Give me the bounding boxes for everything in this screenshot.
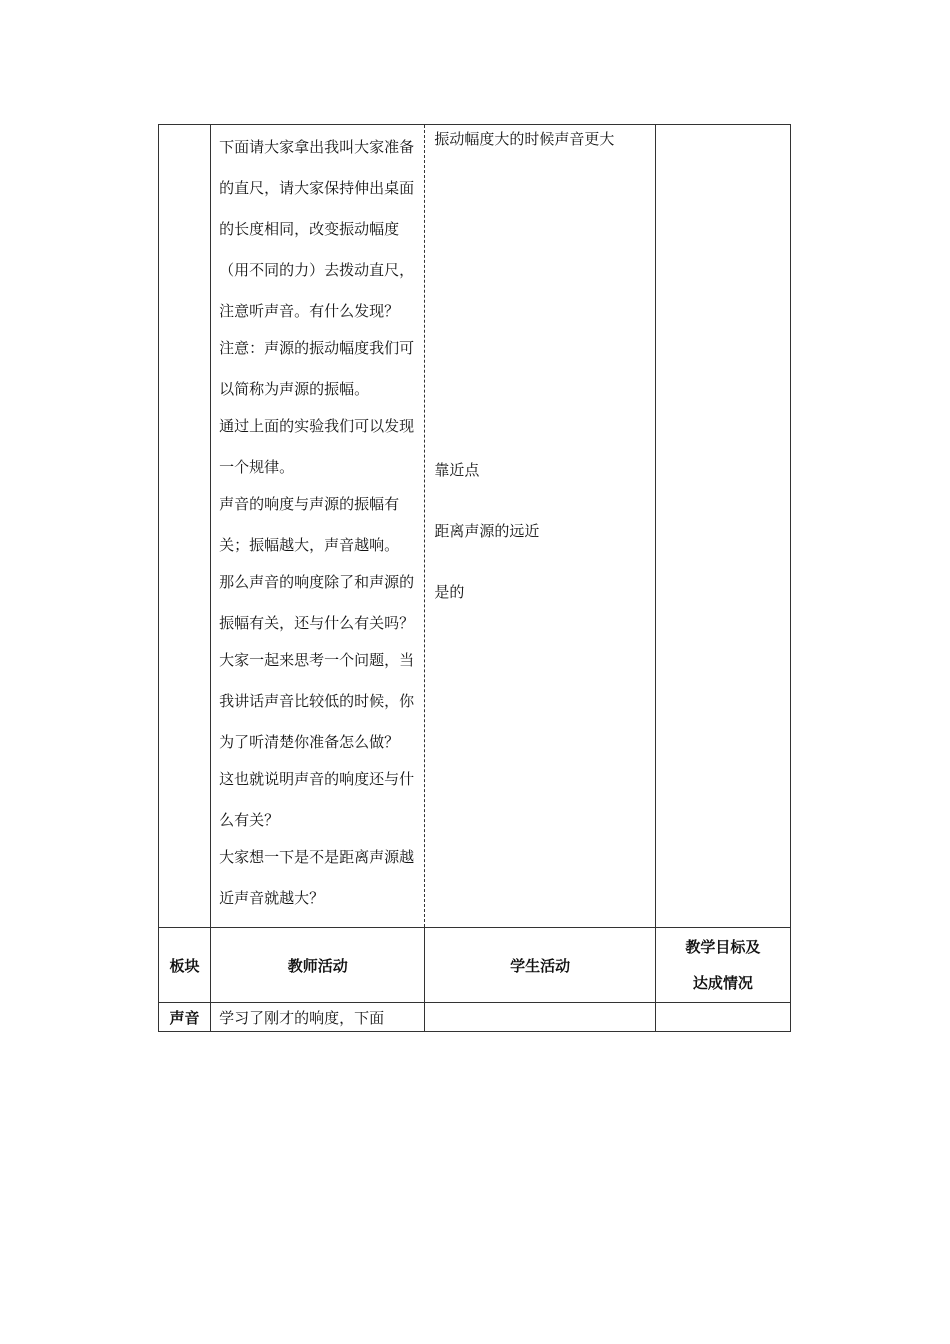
header-goal-line: 教学目标及 xyxy=(685,938,761,956)
goal-cell xyxy=(655,1003,790,1032)
header-student-activity: 学生活动 xyxy=(425,928,655,1003)
student-answer: 靠近点 xyxy=(434,461,480,479)
block-cell xyxy=(159,125,211,928)
teacher-paragraph: 声音的响度与声源的振幅有关；振幅越大，声音越响。 xyxy=(219,495,400,554)
teacher-paragraph: 下面请大家拿出我叫大家准备的直尺，请大家保持伸出桌面的长度相同，改变振动幅度（用不同的力）去拨动直尺，注意听声音。有什么发现？ xyxy=(219,138,415,320)
header-goal-line: 达成情况 xyxy=(692,974,753,992)
table-row xyxy=(159,1003,791,1032)
student-answer: 振动幅度大的时候声音更大 xyxy=(434,130,615,148)
teacher-paragraph: 那么声音的响度除了和声源的振幅有关，还与什么有关吗？ xyxy=(219,573,415,632)
header-goal xyxy=(655,928,790,1003)
teacher-paragraph: 大家想一下是不是距离声源越近声音就越大？ xyxy=(219,848,415,907)
student-activity-cell xyxy=(425,1003,655,1032)
lesson-plan-table xyxy=(158,124,791,1032)
block-cell: 声音 xyxy=(159,1003,211,1032)
teacher-paragraph: 大家一起来思考一个问题，当我讲话声音比较低的时候，你为了听清楚你准备怎么做？ xyxy=(219,651,415,751)
teacher-paragraph: 通过上面的实验我们可以发现一个规律。 xyxy=(219,417,415,476)
goal-cell xyxy=(655,125,790,928)
student-activity-cell xyxy=(425,125,655,928)
teacher-activity-cell xyxy=(211,125,425,928)
table-header-row xyxy=(159,928,791,1003)
header-teacher-activity: 教师活动 xyxy=(211,928,425,1003)
header-block: 板块 xyxy=(159,928,211,1003)
teacher-paragraph: 注意：声源的振动幅度我们可以简称为声源的振幅。 xyxy=(219,339,415,398)
student-answer: 是的 xyxy=(434,583,465,601)
table-row xyxy=(159,125,791,928)
student-answer: 距离声源的远近 xyxy=(434,522,540,540)
teacher-activity-cell: 学习了刚才的响度，下面 xyxy=(211,1003,425,1032)
teacher-paragraph: 这也就说明声音的响度还与什么有关？ xyxy=(219,770,415,829)
